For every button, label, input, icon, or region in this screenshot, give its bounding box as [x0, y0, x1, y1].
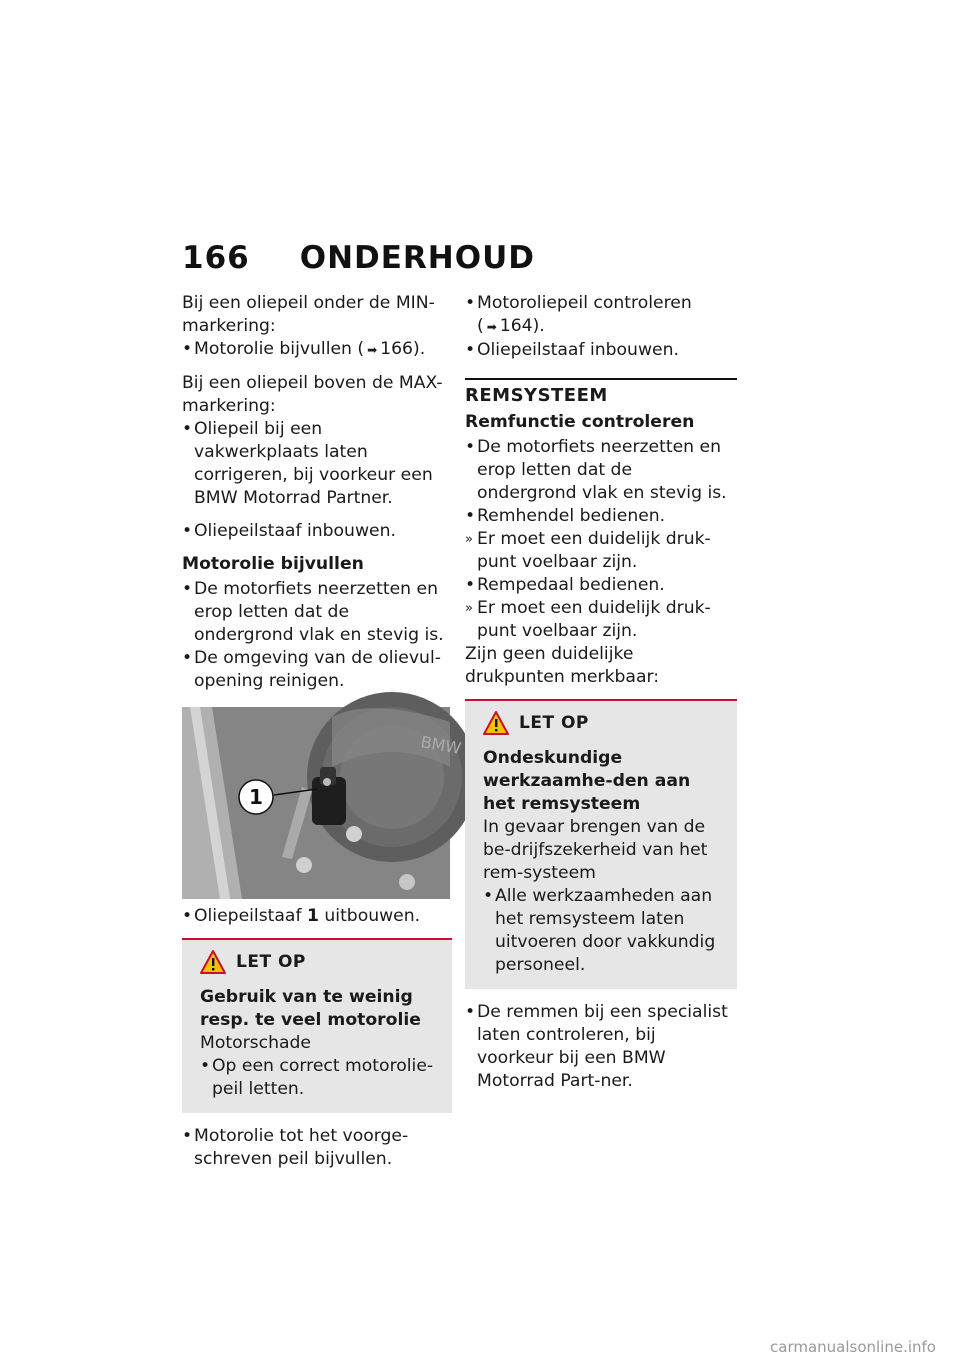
list-item: • Oliepeil bij een vakwerkplaats laten corrigeren, bij voorkeur een BMW Motorrad Partner. — [182, 419, 433, 508]
warning-triangle-icon — [200, 950, 226, 974]
page-ref-link[interactable]: 166 — [380, 339, 413, 359]
paragraph: Bij een oliepeil boven de MAX-markering: — [182, 373, 443, 416]
page-header — [182, 240, 535, 276]
result-item: » Er moet een duidelijk druk-punt voelbaar zijn. — [465, 598, 711, 641]
notice-label: LET OP — [236, 951, 306, 972]
list-item: • Remhendel bedienen. — [465, 506, 666, 526]
notice-label: LET OP — [519, 712, 589, 733]
paragraph: Zijn geen duidelijke drukpunten merkbaar: — [465, 644, 660, 687]
watermark[interactable]: carmanualsonline.info — [770, 1338, 936, 1356]
list-item: • De remmen bij een specialist laten controleren, bij voorkeur bij een BMW Motorrad Part-ner. — [465, 1002, 728, 1091]
callout-number: 1 — [249, 785, 263, 809]
list-item: • Rempedaal bedienen. — [465, 575, 665, 595]
list-item: • Oliepeilstaaf 1 uitbouwen. — [182, 906, 421, 926]
subheading: Remfunctie controleren — [465, 412, 695, 432]
list-item: • De omgeving van de olievul-opening reinigen. — [182, 648, 441, 691]
logo-text: BMW — [419, 732, 463, 758]
list-item: • Oliepeilstaaf inbouwen. — [465, 340, 679, 360]
list-item: • Op een correct motorolie-peil letten. — [200, 1056, 434, 1099]
notice-title: Gebruik van te weinig resp. te veel motorolie — [200, 987, 421, 1030]
list-item: • Motorolie tot het voorge-schreven peil bijvullen. — [182, 1126, 409, 1169]
list-item: • Oliepeilstaaf inbouwen. — [182, 521, 396, 541]
left-column — [182, 292, 463, 1171]
notice-text: Motorschade — [200, 1033, 311, 1053]
chapter-title: ONDERHOUD — [299, 240, 535, 276]
list-item: • Alle werkzaamheden aan het remsysteem laten uitvoeren door vakkundig personeel. — [483, 886, 716, 975]
page-ref-link[interactable]: 164 — [499, 316, 533, 336]
section-heading: REMSYSTEEM — [465, 378, 737, 407]
arrow-ref-icon: ➡ — [367, 343, 378, 357]
list-item: • Motorolie bijvullen ( ➡ 166). — [182, 339, 426, 359]
caution-notice — [465, 699, 737, 989]
engine-dipstick-figure — [182, 707, 463, 899]
warning-triangle-icon — [483, 711, 509, 735]
right-column — [465, 292, 737, 1093]
arrow-ref-icon: ➡ — [486, 320, 497, 334]
paragraph: Bij een oliepeil onder de MIN-markering: — [182, 293, 435, 336]
result-item: » Er moet een duidelijk druk-punt voelbaar zijn. — [465, 529, 711, 572]
page-number: 166 — [182, 240, 250, 276]
notice-text: In gevaar brengen van de be-drijfszekerheid van het rem-systeem — [483, 817, 708, 883]
notice-title: Ondeskundige werkzaamhe-den aan het remsysteem — [483, 748, 691, 814]
caution-notice — [182, 938, 452, 1113]
list-item: • Motoroliepeil controleren ( ➡ 164). — [465, 293, 692, 336]
list-item: • De motorfiets neerzetten en erop letten dat de ondergrond vlak en stevig is. — [465, 437, 727, 503]
subheading: Motorolie bijvullen — [182, 554, 364, 574]
list-item: • De motorfiets neerzetten en erop letten dat de ondergrond vlak en stevig is. — [182, 579, 444, 645]
